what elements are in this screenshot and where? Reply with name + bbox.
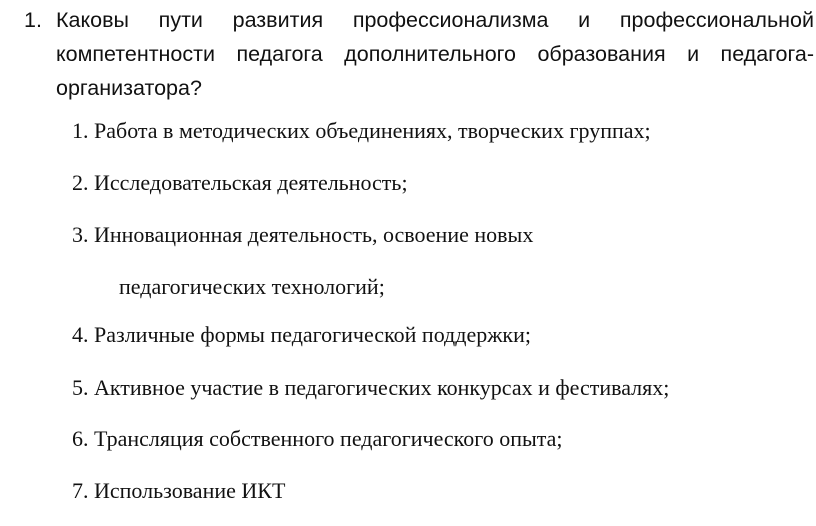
answer-item: 4. Различные формы педагогической поддержки;: [72, 322, 531, 347]
question-block: [24, 3, 814, 105]
question-text: Каковы пути развития профессионализма и профессиональной компетентности педагога дополнительного образования и педагога-организатора?: [56, 8, 814, 100]
answer-item: 1. Работа в методических объединениях, творческих группах;: [72, 118, 651, 143]
answer-item: 6. Трансляция собственного педагогического опыта;: [72, 426, 563, 451]
answer-item: 5. Активное участие в педагогических конкурсах и фестивалях;: [72, 375, 670, 400]
question-number: 1.: [24, 8, 42, 32]
answer-item: 2. Исследовательская деятельность;: [72, 170, 408, 195]
answer-item: 3. Инновационная деятельность, освоение новых: [72, 222, 534, 247]
answer-item-continuation: педагогических технологий;: [119, 274, 385, 299]
answer-item: 7. Использование ИКТ: [72, 478, 286, 503]
